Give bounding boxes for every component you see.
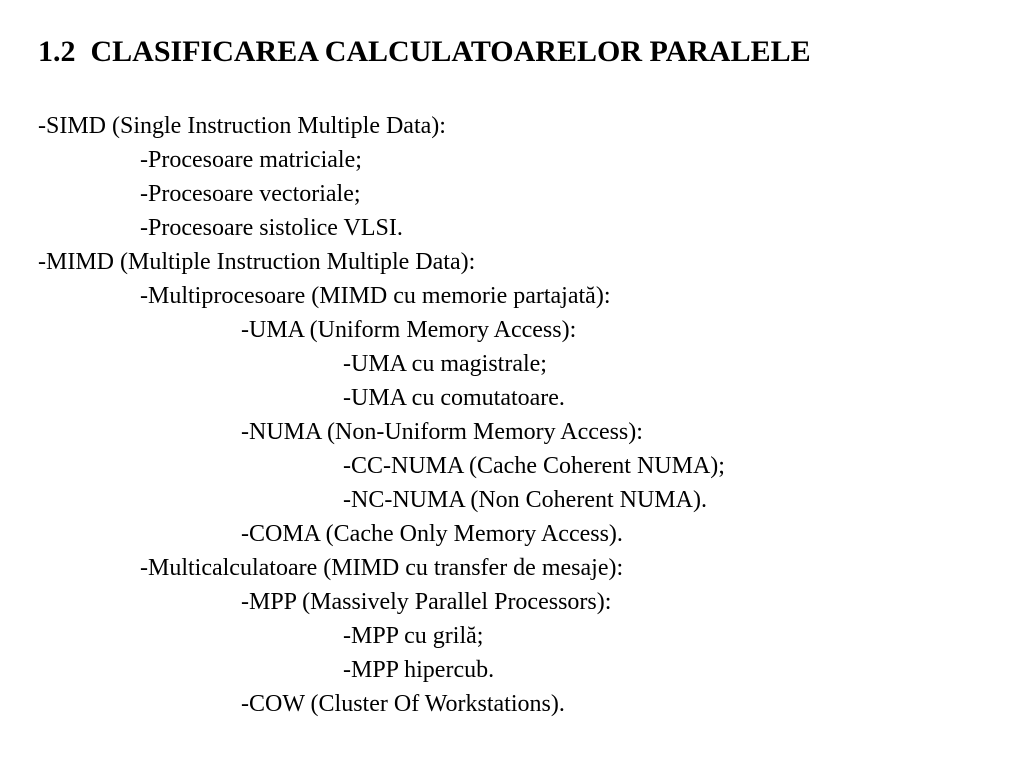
- outline-item-mpp-grila: -MPP cu grilă;: [343, 623, 484, 649]
- outline-item-mpp-hipercub: -MPP hipercub.: [343, 657, 495, 683]
- outline-item-procesoare-matriciale: -Procesoare matriciale;: [140, 147, 362, 173]
- outline-item-multiprocesoare: -Multiprocesoare (MIMD cu memorie partajată):: [140, 283, 611, 309]
- outline-item-cow: -COW (Cluster Of Workstations).: [241, 691, 565, 717]
- outline-item-mimd: -MIMD (Multiple Instruction Multiple Data):: [38, 249, 476, 275]
- outline-item-multicalculatoare: -Multicalculatoare (MIMD cu transfer de mesaje):: [140, 555, 624, 581]
- outline-item-procesoare-vectoriale: -Procesoare vectoriale;: [140, 181, 361, 207]
- outline-item-cc-numa: -CC-NUMA (Cache Coherent NUMA);: [343, 453, 725, 479]
- outline-item-nc-numa: -NC-NUMA (Non Coherent NUMA).: [343, 487, 707, 513]
- slide-title: 1.2 CLASIFICAREA CALCULATOARELOR PARALELE: [38, 35, 811, 68]
- classification-outline: [38, 109, 725, 721]
- outline-item-uma-magistrale: -UMA cu magistrale;: [343, 351, 547, 377]
- outline-item-procesoare-sistolice: -Procesoare sistolice VLSI.: [140, 215, 403, 241]
- outline-item-mpp: -MPP (Massively Parallel Processors):: [241, 589, 612, 615]
- outline-item-uma-comutatoare: -UMA cu comutatoare.: [343, 385, 565, 411]
- outline-item-uma: -UMA (Uniform Memory Access):: [241, 317, 577, 343]
- outline-item-coma: -COMA (Cache Only Memory Access).: [241, 521, 623, 547]
- outline-item-numa: -NUMA (Non-Uniform Memory Access):: [241, 419, 643, 445]
- outline-item-simd: -SIMD (Single Instruction Multiple Data):: [38, 113, 446, 139]
